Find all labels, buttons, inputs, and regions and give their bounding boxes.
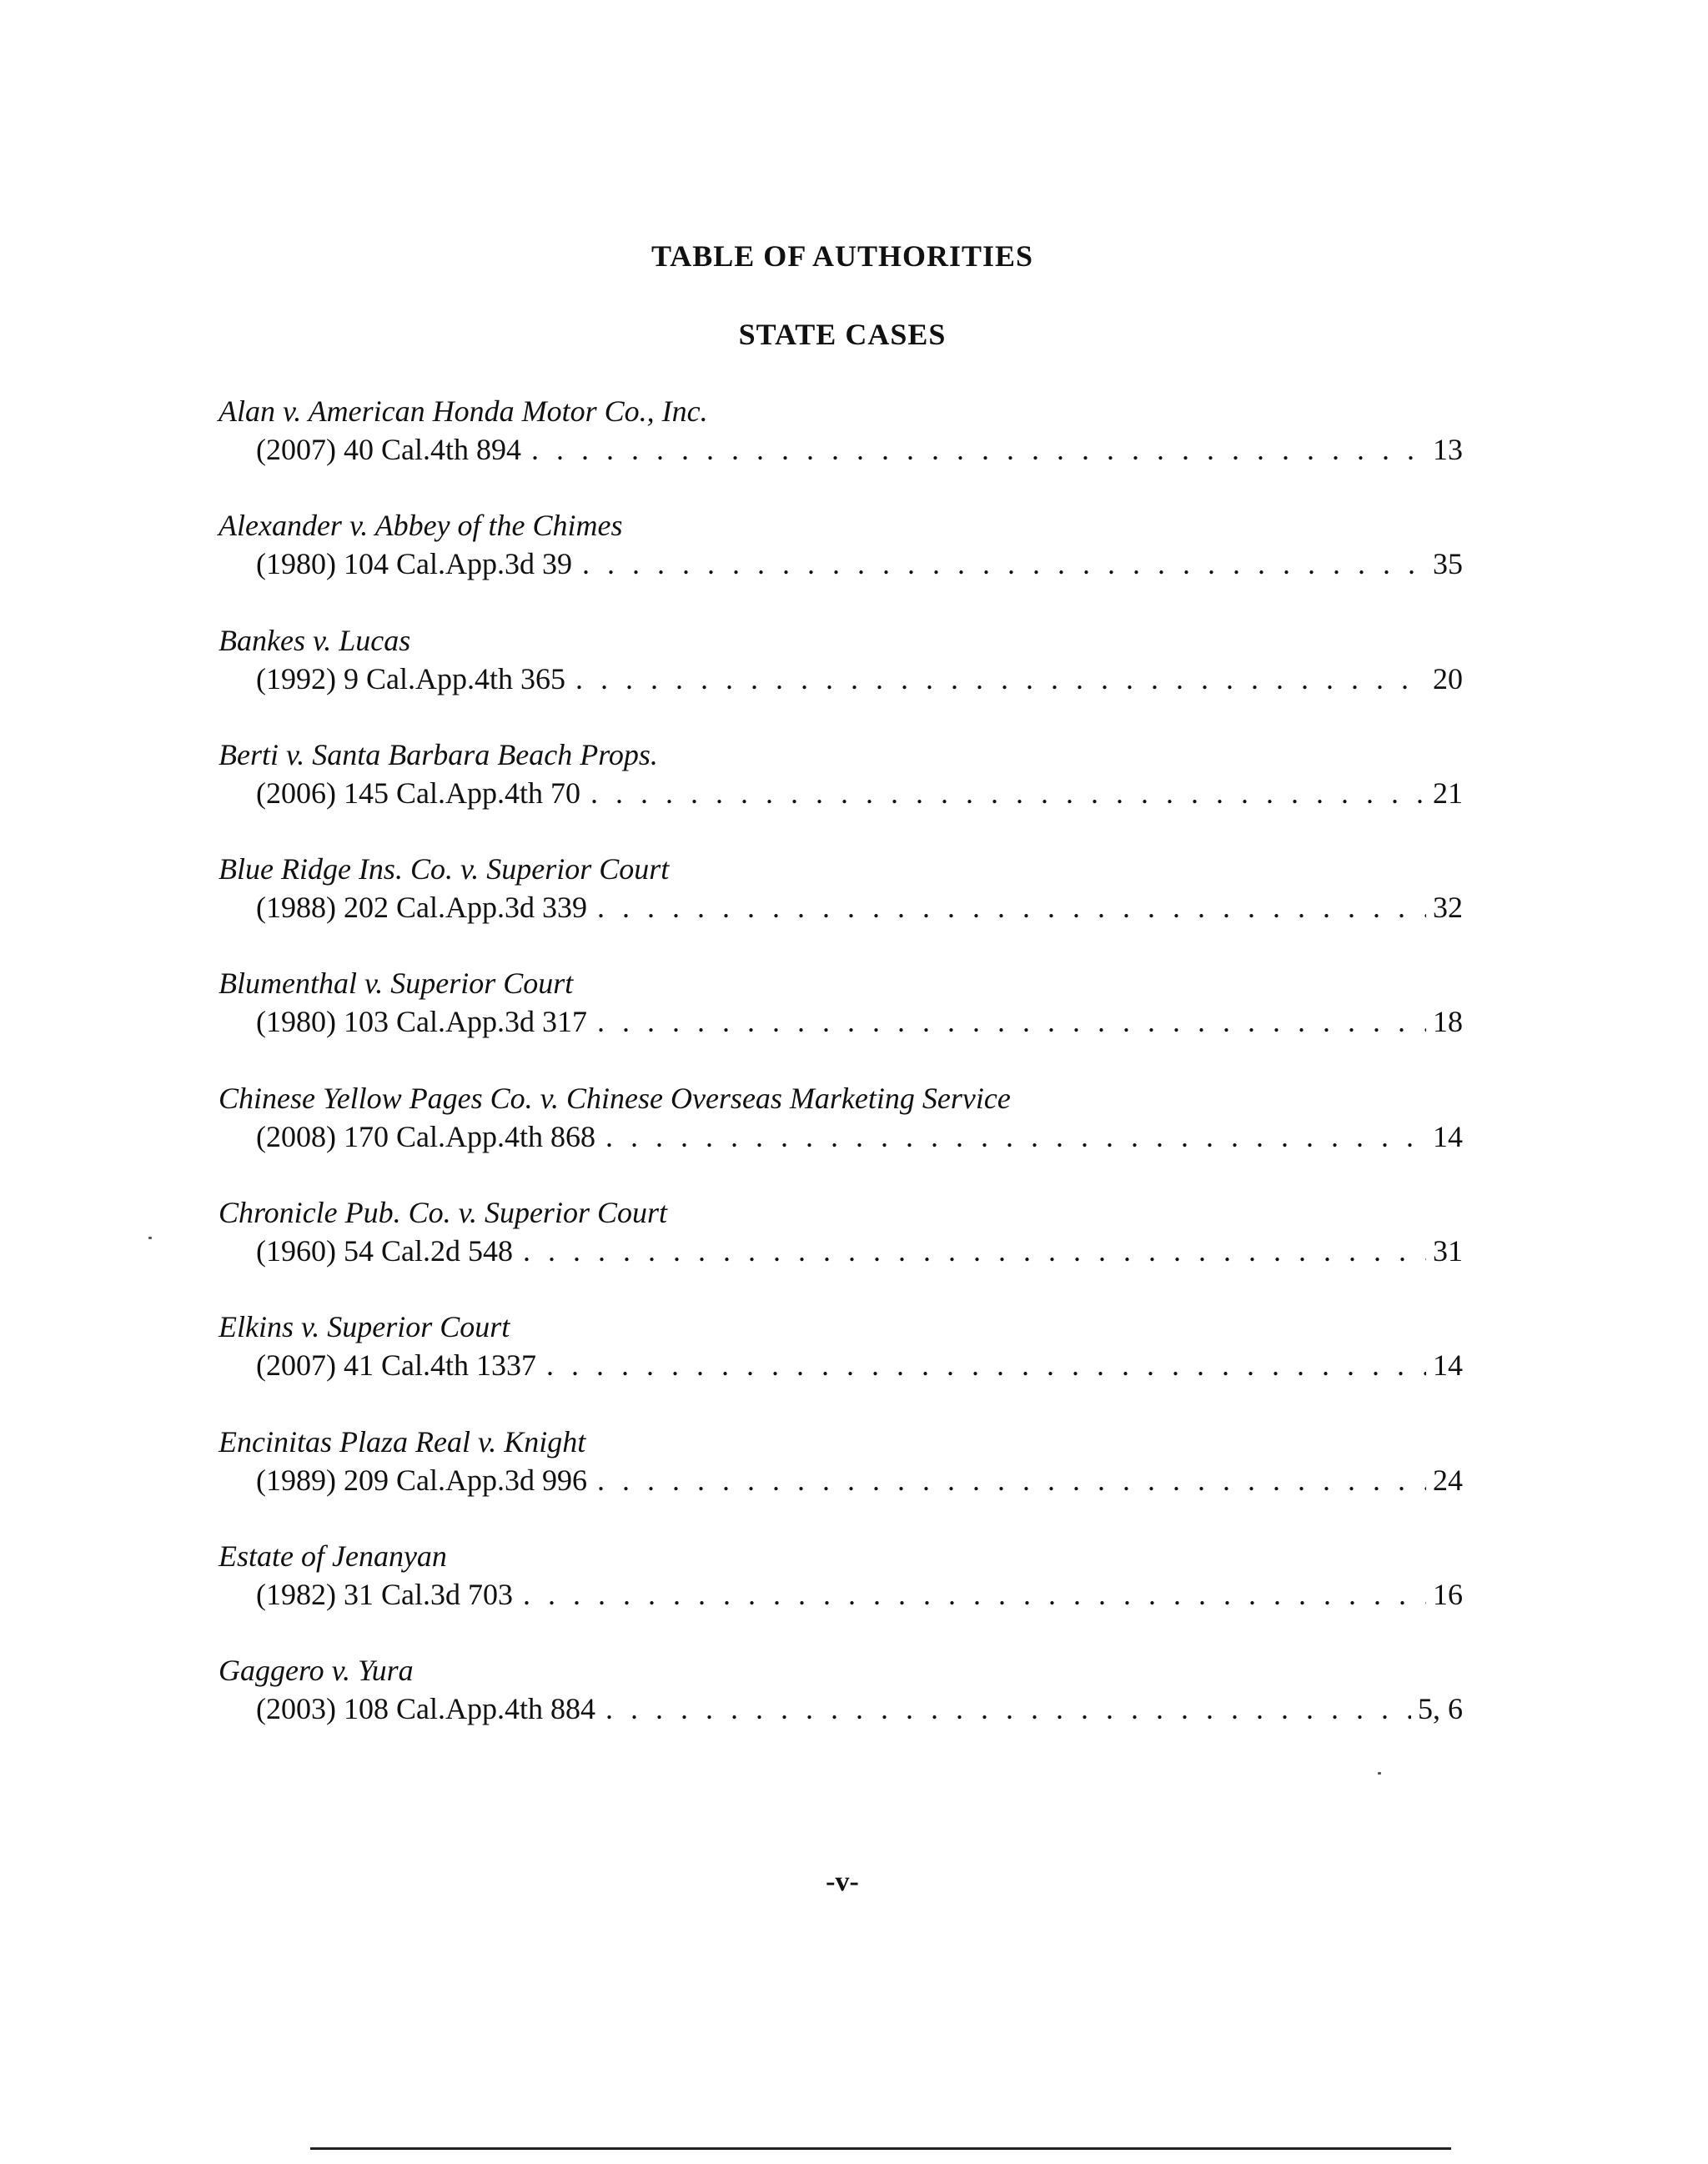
case-citation: (1980) 104 Cal.App.3d 39 bbox=[256, 547, 572, 581]
document-title: TABLE OF AUTHORITIES bbox=[651, 239, 1034, 273]
case-name: Bankes v. Lucas bbox=[219, 623, 411, 657]
page-reference: 21 bbox=[1433, 776, 1463, 810]
citation-line bbox=[219, 660, 1463, 698]
citation-line bbox=[219, 545, 1463, 583]
page-reference: 35 bbox=[1433, 547, 1463, 581]
case-citation: (2008) 170 Cal.App.4th 868 bbox=[256, 1119, 595, 1153]
dot-leader bbox=[597, 1461, 1426, 1499]
case-entry bbox=[219, 1651, 1463, 1765]
case-entry bbox=[219, 621, 1463, 736]
dot-leader bbox=[605, 1117, 1426, 1156]
dot-leader bbox=[523, 1232, 1426, 1270]
case-name: Alan v. American Honda Motor Co., Inc. bbox=[219, 394, 708, 428]
case-entry bbox=[219, 964, 1463, 1078]
dot-leader bbox=[575, 660, 1426, 698]
citation-line bbox=[219, 1690, 1463, 1728]
case-citation: (1980) 103 Cal.App.3d 317 bbox=[256, 1005, 587, 1039]
case-entry bbox=[219, 392, 1463, 506]
page-reference: 18 bbox=[1433, 1005, 1463, 1039]
dot-leader bbox=[597, 1002, 1426, 1041]
dot-leader bbox=[605, 1690, 1411, 1728]
citation-line bbox=[219, 1461, 1463, 1499]
dot-leader bbox=[597, 888, 1426, 926]
page-reference: 14 bbox=[1433, 1119, 1463, 1153]
case-name: Chronicle Pub. Co. v. Superior Court bbox=[219, 1196, 667, 1230]
citation-line bbox=[219, 774, 1463, 812]
citation-line bbox=[219, 1232, 1463, 1270]
dot-leader bbox=[590, 774, 1426, 812]
page-reference: 31 bbox=[1433, 1234, 1463, 1268]
case-citation: (2007) 41 Cal.4th 1337 bbox=[256, 1348, 536, 1383]
case-citation: (1989) 209 Cal.App.3d 996 bbox=[256, 1463, 587, 1497]
case-citation: (2007) 40 Cal.4th 894 bbox=[256, 433, 521, 466]
case-name: Gaggero v. Yura bbox=[219, 1654, 414, 1688]
case-name: Estate of Jenanyan bbox=[219, 1539, 447, 1573]
case-entry bbox=[219, 1423, 1463, 1537]
case-citation: (1988) 202 Cal.App.3d 339 bbox=[256, 891, 587, 925]
section-heading: STATE CASES bbox=[738, 318, 947, 351]
case-citation: (1960) 54 Cal.2d 548 bbox=[256, 1234, 513, 1268]
scan-speck bbox=[1378, 1772, 1381, 1775]
case-name: Alexander v. Abbey of the Chimes bbox=[219, 509, 623, 543]
case-citation: (1982) 31 Cal.3d 703 bbox=[256, 1577, 513, 1611]
citation-line bbox=[219, 1346, 1463, 1384]
case-name: Elkins v. Superior Court bbox=[219, 1310, 510, 1344]
case-name: Chinese Yellow Pages Co. v. Chinese Overseas Marketing Service bbox=[219, 1081, 1011, 1115]
case-citation: (1992) 9 Cal.App.4th 365 bbox=[256, 661, 565, 695]
scan-speck bbox=[148, 1237, 152, 1239]
page-number: -v- bbox=[826, 1866, 859, 1897]
case-citation: (2006) 145 Cal.App.4th 70 bbox=[256, 776, 580, 810]
authorities-list bbox=[219, 392, 1463, 1766]
case-entry bbox=[219, 850, 1463, 964]
citation-line bbox=[219, 1002, 1463, 1041]
page-reference: 13 bbox=[1433, 433, 1463, 466]
citation-line bbox=[219, 1117, 1463, 1156]
dot-leader bbox=[546, 1346, 1426, 1384]
page-reference: 24 bbox=[1433, 1463, 1463, 1497]
case-name: Berti v. Santa Barbara Beach Props. bbox=[219, 737, 658, 771]
case-citation: (2003) 108 Cal.App.4th 884 bbox=[256, 1692, 595, 1726]
case-entry bbox=[219, 506, 1463, 620]
page-reference: 20 bbox=[1433, 661, 1463, 695]
case-entry bbox=[219, 1079, 1463, 1193]
dot-leader bbox=[523, 1575, 1426, 1614]
case-entry bbox=[219, 736, 1463, 850]
page-reference: 32 bbox=[1433, 891, 1463, 925]
case-entry bbox=[219, 1537, 1463, 1651]
case-name: Blumenthal v. Superior Court bbox=[219, 967, 574, 1001]
dot-leader bbox=[531, 430, 1426, 469]
page-reference: 16 bbox=[1433, 1577, 1463, 1611]
citation-line bbox=[219, 888, 1463, 926]
citation-line bbox=[219, 1575, 1463, 1614]
page-reference: 5, 6 bbox=[1418, 1692, 1463, 1726]
page-reference: 14 bbox=[1433, 1348, 1463, 1383]
dot-leader bbox=[582, 545, 1426, 583]
footer-rule bbox=[310, 2147, 1451, 2150]
case-entry bbox=[219, 1308, 1463, 1422]
case-name: Blue Ridge Ins. Co. v. Superior Court bbox=[219, 852, 670, 886]
case-entry bbox=[219, 1193, 1463, 1308]
case-name: Encinitas Plaza Real v. Knight bbox=[219, 1424, 586, 1459]
citation-line bbox=[219, 430, 1463, 469]
